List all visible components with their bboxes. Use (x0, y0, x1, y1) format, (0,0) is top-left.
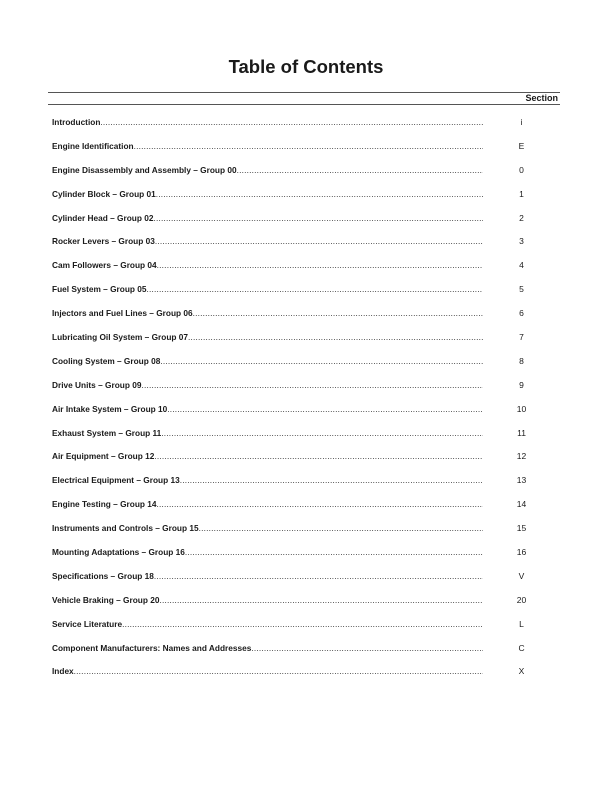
toc-entry-label-wrap (52, 189, 483, 199)
toc-entry-label-wrap (52, 165, 483, 175)
dot-leader (157, 499, 484, 509)
dot-leader (193, 308, 483, 318)
toc-entry-label: Fuel System – Group 05 (52, 284, 147, 295)
toc-entry-section: 20 (516, 594, 527, 605)
toc-entry[interactable] (52, 475, 560, 499)
toc-entry[interactable] (52, 643, 560, 667)
toc-entry-section: X (518, 666, 525, 677)
dot-leader (153, 213, 483, 223)
toc-entry-label-wrap (52, 428, 483, 438)
dot-leader (154, 571, 483, 581)
dot-leader (154, 451, 483, 461)
toc-entry[interactable] (52, 595, 560, 619)
dot-leader (160, 356, 483, 366)
toc-entry-section: 4 (519, 260, 524, 271)
toc-entry-label: Exhaust System – Group 11 (52, 427, 162, 438)
toc-entry[interactable] (52, 332, 560, 356)
toc-entry-label: Component Manufacturers: Names and Addresses (52, 642, 252, 653)
toc-entry-label-wrap (52, 284, 483, 294)
toc-entry-label-wrap (52, 547, 483, 557)
toc-entry[interactable] (52, 213, 560, 237)
toc-entry-label: Cam Followers – Group 04 (52, 260, 157, 271)
toc-entry-label-wrap (52, 475, 483, 485)
toc-entry[interactable] (52, 523, 560, 547)
toc-entry-label: Electrical Equipment – Group 13 (52, 475, 180, 486)
toc-entry-label: Drive Units – Group 09 (52, 379, 142, 390)
toc-entry[interactable] (52, 236, 560, 260)
toc-entry[interactable] (52, 356, 560, 380)
toc-entry-label-wrap (52, 571, 483, 581)
toc-entry-section: 3 (519, 236, 524, 247)
toc-entry-label: Engine Identification (52, 140, 134, 151)
dot-leader (199, 523, 483, 533)
toc-entry[interactable] (52, 189, 560, 213)
toc-entry-label: Cylinder Head – Group 02 (52, 212, 154, 223)
toc-entry-section: E (518, 140, 525, 151)
toc-entry-label-wrap (52, 451, 483, 461)
toc-entry-label-wrap (52, 332, 483, 342)
dot-leader (180, 475, 483, 485)
toc-entry-section: 14 (516, 499, 527, 510)
toc-entry-label-wrap (52, 643, 483, 653)
toc-entry-label: Introduction (52, 117, 101, 127)
toc-entry-label: Rocker Levers – Group 03 (52, 236, 155, 247)
toc-entry-label: Engine Testing – Group 14 (52, 499, 157, 510)
toc-entry-section: 16 (516, 547, 527, 558)
toc-entry-label-wrap (52, 260, 483, 270)
toc-entry[interactable] (52, 619, 560, 643)
toc-entry-label: Cooling System – Group 08 (52, 355, 161, 366)
dot-leader (141, 380, 483, 390)
toc-entry-section: 13 (516, 475, 527, 486)
toc-entry[interactable] (52, 404, 560, 428)
toc-entry-label-wrap (52, 499, 483, 509)
toc-entry-label: Specifications – Group 18 (52, 570, 154, 581)
dot-leader (122, 619, 483, 629)
toc-entry-label: Air Equipment – Group 12 (52, 451, 155, 462)
dot-leader (100, 117, 483, 127)
toc-entry-label: Index (52, 666, 74, 677)
toc-entry-label: Mounting Adaptations – Group 16 (52, 547, 185, 558)
toc-entry-section: 9 (519, 379, 524, 390)
toc-entry-section: 7 (519, 332, 524, 343)
toc-entry-section: 11 (517, 427, 526, 438)
toc-entry-section: 6 (519, 308, 524, 319)
dot-leader (185, 547, 483, 557)
toc-entry-label-wrap (52, 619, 483, 629)
dot-leader (147, 284, 484, 294)
toc-entry-label: Injectors and Fuel Lines – Group 06 (52, 308, 193, 319)
dot-leader (155, 236, 483, 246)
dot-leader (159, 595, 483, 605)
toc-entry-section: L (519, 618, 524, 629)
dot-leader (188, 332, 483, 342)
dot-leader (237, 165, 483, 175)
toc-entry-label: Vehicle Braking – Group 20 (52, 594, 160, 605)
toc-entry-section: V (518, 570, 525, 581)
toc-entry-section: 2 (519, 212, 524, 223)
dot-leader (134, 141, 483, 151)
toc-entry[interactable] (52, 380, 560, 404)
toc-entry-label-wrap (52, 117, 483, 127)
toc-entry-section: 12 (516, 451, 527, 462)
dot-leader (161, 428, 483, 438)
toc-entry[interactable] (52, 666, 560, 690)
toc-entry-section: 5 (519, 284, 524, 295)
toc-entry[interactable] (52, 308, 560, 332)
toc-entry[interactable] (52, 547, 560, 571)
toc-entry-label: Cylinder Block – Group 01 (52, 188, 156, 199)
top-rule (48, 92, 560, 93)
toc-entry-label-wrap (52, 666, 483, 676)
toc-entry-label: Lubricating Oil System – Group 07 (52, 332, 189, 343)
toc-entry-label-wrap (52, 236, 483, 246)
dot-leader (157, 260, 483, 270)
toc-entry[interactable] (52, 499, 560, 523)
toc-entry[interactable] (52, 117, 560, 141)
toc-entry-label-wrap (52, 523, 483, 533)
toc-entry[interactable] (52, 428, 560, 452)
toc-entry-section: C (518, 642, 525, 653)
toc-entry[interactable] (52, 284, 560, 308)
toc-entry[interactable] (52, 571, 560, 595)
header-rule (48, 104, 560, 105)
toc-entry-label: Air Intake System – Group 10 (52, 403, 168, 414)
section-column-header: Section (525, 93, 558, 103)
toc-entry-section: 15 (516, 523, 527, 534)
toc-entry-label: Instruments and Controls – Group 15 (52, 523, 199, 534)
toc-entry[interactable] (52, 260, 560, 284)
toc-entry-label: Engine Disassembly and Assembly – Group 00 (52, 164, 237, 175)
toc-entry-section: 8 (519, 355, 524, 366)
toc-entry[interactable] (52, 451, 560, 475)
toc-entry[interactable] (52, 165, 560, 189)
toc-entry-section: i (520, 117, 523, 127)
dot-leader (251, 643, 483, 653)
toc-entry-section: 0 (519, 164, 524, 175)
page-title: Table of Contents (228, 56, 384, 77)
dot-leader (167, 404, 483, 414)
toc-entry-label-wrap (52, 380, 483, 390)
toc-entry-label-wrap (52, 141, 483, 151)
toc-entry-section: 1 (519, 188, 524, 199)
toc-entry-label-wrap (52, 308, 483, 318)
toc-list (52, 117, 560, 690)
toc-entry-section: 10 (516, 403, 527, 414)
toc-entry-label-wrap (52, 404, 483, 414)
toc-entry-label-wrap (52, 213, 483, 223)
toc-entry-label-wrap (52, 356, 483, 366)
toc-entry-label: Service Literature (52, 618, 123, 629)
dot-leader (156, 189, 483, 199)
toc-entry[interactable] (52, 141, 560, 165)
dot-leader (74, 666, 483, 676)
toc-entry-label-wrap (52, 595, 483, 605)
